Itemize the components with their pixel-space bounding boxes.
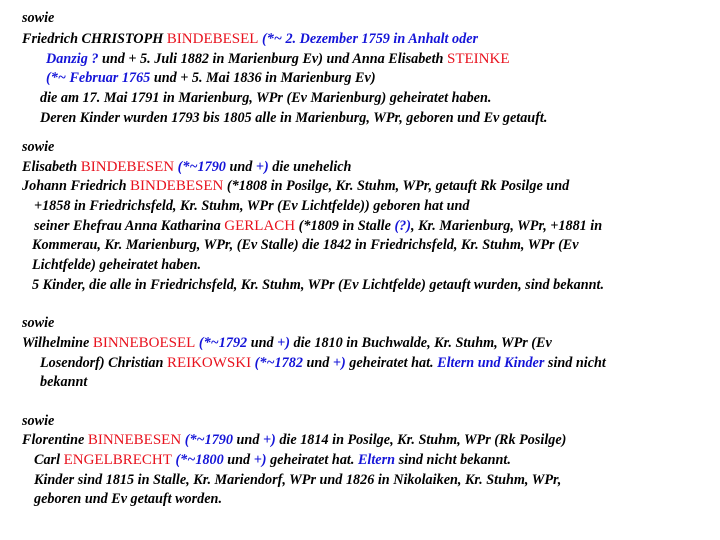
text-line: 5 Kinder, die alle in Friedrichsfeld, Kr. Stuhm, WPr (Ev Lichtfelde) getauft wurden, sind bekannt. bbox=[32, 277, 605, 293]
surname: STEINKE bbox=[447, 51, 510, 67]
text-line: Friedrich CHRISTOPH BINDEBESEL (*~ 2. Dezember 1759 in Anhalt oder bbox=[22, 31, 479, 47]
surname: ENGELBRECHT bbox=[63, 452, 172, 468]
surname: BINDEBESEN bbox=[130, 178, 224, 194]
surname: GERLACH bbox=[224, 218, 296, 234]
text-line: Kommerau, Kr. Marienburg, WPr, (Ev Stalle) die 1842 in Friedrichsfeld, Kr. Stuhm, WPr (Ev bbox=[32, 237, 579, 253]
section-label-sowie: sowie bbox=[22, 10, 55, 26]
text-line: Losendorf) Christian REIKOWSKI (*~1782 und +) geheiratet hat. Eltern und Kinder sind nicht bbox=[40, 355, 606, 371]
surname: BINDEBESEN bbox=[80, 159, 175, 175]
text-line: Elisabeth BINDEBESEN (*~1790 und +) die unehelich bbox=[22, 159, 352, 175]
text-line: seiner Ehefrau Anna Katharina GERLACH (*1809 in Stalle (?), Kr. Marienburg, WPr, +1881 in bbox=[34, 218, 603, 234]
surname: BINNEBOESEL bbox=[92, 335, 196, 351]
text-line: Florentine BINNEBESEN (*~1790 und +) die 1814 in Posilge, Kr. Stuhm, WPr (Rk Posilge) bbox=[22, 432, 567, 448]
text-line: +1858 in Friedrichsfeld, Kr. Stuhm, WPr (Ev Lichtfelde)) geboren hat und bbox=[34, 198, 470, 214]
text-line: die am 17. Mai 1791 in Marienburg, WPr (Ev Marienburg) geheiratet haben. bbox=[40, 90, 492, 106]
text-line: bekannt bbox=[40, 374, 88, 390]
text-line: Danzig ? und + 5. Juli 1882 in Marienburg Ev) und Anna Elisabeth STEINKE bbox=[46, 51, 510, 67]
section-label-sowie: sowie bbox=[22, 413, 55, 429]
text-line: Lichtfelde) geheiratet haben. bbox=[32, 257, 202, 273]
text-line: Deren Kinder wurden 1793 bis 1805 alle in Marienburg, WPr, geboren und Ev getauft. bbox=[40, 110, 548, 126]
surname: BINDEBESEL bbox=[166, 31, 259, 47]
section-label-sowie: sowie bbox=[22, 139, 55, 155]
surname: REIKOWSKI bbox=[166, 355, 252, 371]
text-line: geboren und Ev getauft worden. bbox=[34, 491, 222, 507]
surname: BINNEBESEN bbox=[87, 432, 182, 448]
text-line: Kinder sind 1815 in Stalle, Kr. Mariendorf, WPr und 1826 in Nikolaiken, Kr. Stuhm, WPr, bbox=[34, 472, 562, 488]
section-label-sowie: sowie bbox=[22, 315, 55, 331]
text-line: (*~ Februar 1765 und + 5. Mai 1836 in Marienburg Ev) bbox=[46, 70, 376, 86]
text-line: Carl ENGELBRECHT (*~1800 und +) geheiratet hat. Eltern sind nicht bekannt. bbox=[34, 452, 511, 468]
text-line: Johann Friedrich BINDEBESEN (*1808 in Posilge, Kr. Stuhm, WPr, getauft Rk Posilge und bbox=[22, 178, 570, 194]
text-line: Wilhelmine BINNEBOESEL (*~1792 und +) die 1810 in Buchwalde, Kr. Stuhm, WPr (Ev bbox=[22, 335, 552, 351]
